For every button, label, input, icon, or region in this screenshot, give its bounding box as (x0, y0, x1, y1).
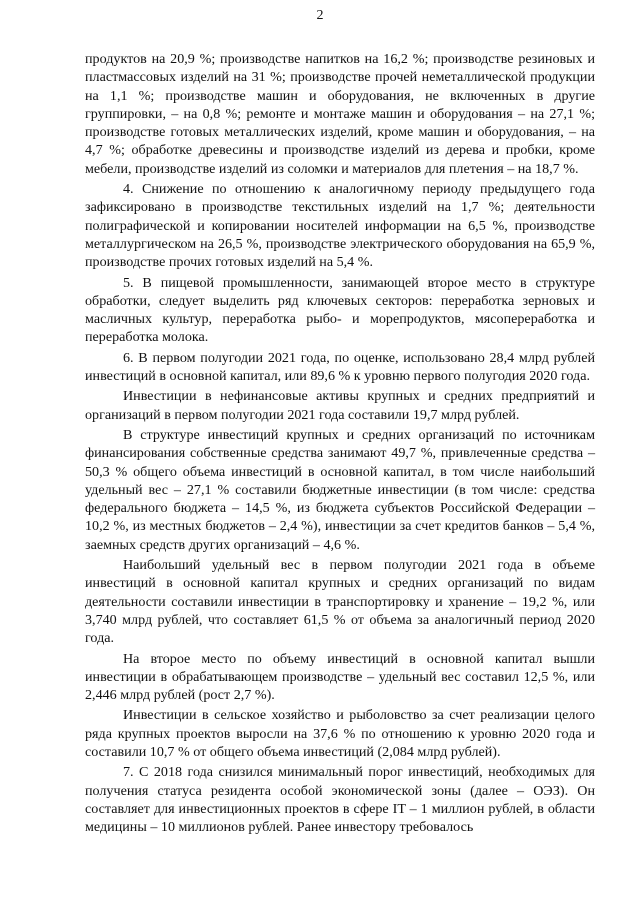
paragraph-item-4: 4. Снижение по отношению к аналогичному периоду предыдущего года зафиксировано в производстве текстильных изделий на 1,7 %; деятельности полиграфической и копировании носителей информации на 6,5 %, производстве металлургическом на 26,5 %, производстве электрического оборудования на 65,9 %, производстве прочих готовых изделий на 5,4 %. (85, 181, 595, 271)
paragraph-item-7: 7. С 2018 года снизился минимальный порог инвестиций, необходимых для получения статуса резидента особой экономической зоны (далее – ОЭЗ). Он составляет для инвестиционных проектов в сфере IT – 1 миллион рублей, в области медицины – 10 миллионов рублей. Ранее инвестору требовалось (85, 764, 595, 836)
page-number: 2 (316, 8, 324, 23)
document-body (85, 50, 595, 836)
paragraph-investment-structure: В структуре инвестиций крупных и средних организаций по источникам финансирования собственные средства занимают 49,7 %, привлеченные средства – 50,3 % общего объема инвестиций в основной капитал, в том числе наибольший удельный вес – 27,1 % составили бюджетные инвестиции (в том числе: средства федерального бюджета – 14,5 %, из бюджета субъектов Российской Федерации – 10,2 %, из местных бюджетов – 2,4 %), инвестиции за счет кредитов банков – 5,4 %, заемных средств других организаций – 4,6 %. (85, 426, 595, 553)
paragraph-item-5: 5. В пищевой промышленности, занимающей второе место в структуре обработки, следует выделить ряд ключевых секторов: переработка зерновых и масличных культур, переработка рыбо- и морепродуктов, мясопереработка и переработка молока. (85, 274, 595, 346)
paragraph-item-6: 6. В первом полугодии 2021 года, по оценке, использовано 28,4 млрд рублей инвестиций в основной капитал, или 89,6 % к уровню первого полугодия 2020 года. (85, 349, 595, 385)
paragraph-second-place: На второе место по объему инвестиций в основной капитал вышли инвестиции в обрабатывающем производстве – удельный вес составил 12,5 %, или 2,446 млрд рублей (рост 2,7 %). (85, 650, 595, 704)
paragraph-agriculture: Инвестиции в сельское хозяйство и рыболовство за счет реализации целого ряда крупных проектов выросли на 37,6 % по отношению к уровню 2020 года и составили 10,7 % от общего объема инвестиций (2,084 млрд рублей). (85, 707, 595, 760)
paragraph-investments-nonfinancial: Инвестиции в нефинансовые активы крупных и средних предприятий и организаций в первом полугодии 2021 года составили 19,7 млрд рублей. (85, 388, 595, 423)
paragraph-continuation: продуктов на 20,9 %; производстве напитков на 16,2 %; производстве резиновых и пластмассовых изделий на 31 %; производстве прочей неметаллической продукции на 1,1 %; производстве машин и оборудования, не включенных в другие группировки, – на 0,8 %; ремонте и монтаже машин и оборудования – на 27,1 %; производстве готовых металлических изделий, кроме машин и оборудования, – на 4,7 %; обработке древесины и производстве изделий из дерева и пробки, кроме мебели, производстве изделий из соломки и материалов для плетения – на 18,7 %. (85, 51, 595, 177)
paragraph-largest-share: Наибольший удельный вес в первом полугодии 2021 года в объеме инвестиций в основной капитал крупных и средних организаций по видам деятельности составили инвестиции в транспортировку и хранение – 19,2 %, или 3,740 млрд рублей, что составляет 61,5 % от объема за аналогичный период 2020 года. (85, 557, 595, 647)
